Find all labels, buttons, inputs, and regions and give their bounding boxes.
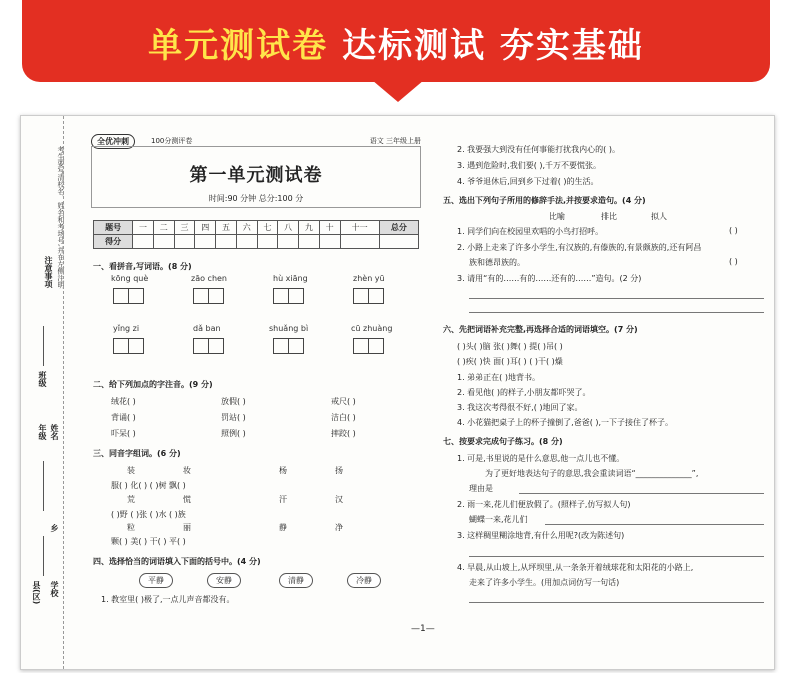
class-label: 班级 (38, 371, 47, 387)
school-label: 学校 (50, 581, 59, 597)
banner-part1: 单元测试卷 (148, 26, 329, 66)
homophone-head: 慌 (183, 495, 191, 504)
score-blank[interactable] (153, 235, 174, 249)
score-cell: 五 (216, 221, 237, 235)
score-cell: 二 (153, 221, 174, 235)
idiom-row: ( )头( )脑 张( )舞( ) 提( )吊( ) (457, 342, 563, 351)
writing-grid[interactable] (193, 288, 223, 304)
homophone-row: 服( ) 化( ) ( )树 飘( ) (111, 481, 186, 490)
pinyin: cū zhuàng (351, 324, 393, 333)
banner-title (22, 18, 770, 67)
banner (22, 0, 770, 82)
question: 1. 同学们向在校园里欢唱的小鸟打招呼。 (457, 227, 604, 236)
score-table (93, 220, 419, 249)
homophone-head: 装 (127, 466, 135, 475)
grade-label: 年级 (38, 424, 47, 440)
score-cell: 九 (299, 221, 320, 235)
section-7-title: 七、按要求完成句子练习。(8 分) (443, 437, 563, 446)
grade-line (43, 461, 44, 511)
question: 3. 我这次考得很不好,( )地回了家。 (457, 403, 583, 412)
score-blank[interactable] (195, 235, 216, 249)
notice-label: 注意事项 (44, 256, 53, 288)
answer-line[interactable] (545, 524, 764, 525)
pinyin: zāo chen (191, 274, 227, 283)
writing-grid[interactable] (273, 338, 303, 354)
score-cell: 题号 (94, 221, 133, 235)
score-blank[interactable] (216, 235, 237, 249)
section-6-title: 六、先把词语补充完整,再选择合适的词语填空。(7 分) (443, 325, 638, 334)
annotate-item: 洁白( ) (331, 413, 356, 422)
answer-line[interactable] (469, 298, 764, 299)
score-blank[interactable] (340, 235, 379, 249)
score-cell: 十 (319, 221, 340, 235)
answer-line[interactable] (469, 602, 764, 603)
homophone-head: 丽 (183, 523, 191, 532)
brand-chip: 全优冲刺 (91, 134, 135, 149)
score-value-row (94, 235, 419, 249)
pinyin: zhèn yū (353, 274, 385, 283)
score-header-row (94, 221, 419, 235)
left-column (83, 116, 428, 669)
score-cell: 一 (133, 221, 154, 235)
score-cell: 六 (236, 221, 257, 235)
right-column (439, 116, 769, 669)
question: 为了更好地表达句子的意思,我会重读词语“______________”, (485, 469, 699, 478)
homophone-head: 汉 (335, 495, 343, 504)
section-4-title: 四、选择恰当的词语填入下面的括号中。(4 分) (93, 557, 261, 566)
annotate-item: 绒花( ) (111, 397, 136, 406)
question: 2. 雨一来,花儿们便放假了。(照样子,仿写拟人句) (457, 500, 631, 509)
score-blank[interactable] (133, 235, 154, 249)
score-blank[interactable] (236, 235, 257, 249)
question: 4. 小花猫把桌子上的杯子撞倒了,爸爸( ),一下子接住了杯子。 (457, 418, 674, 427)
score-cell: 七 (257, 221, 278, 235)
annotate-item: 背诵( ) (111, 413, 136, 422)
county-label: 县(区) (32, 581, 41, 605)
question: 1. 教室里( )极了,一点儿声音都没有。 (101, 595, 235, 604)
score-label: 得分 (94, 235, 133, 249)
question: 2. 我要强大到没有任何事能打扰我内心的( )。 (457, 145, 620, 154)
section-2-title: 二、给下列加点的字注音。(9 分) (93, 380, 213, 389)
banner-part2: 达标测试 夯实基础 (342, 26, 644, 66)
word-option: 清静 (279, 573, 313, 588)
annotate-item: 摔跤( ) (331, 429, 356, 438)
seal-dash-line (63, 116, 64, 669)
county-line (43, 536, 44, 576)
question: 3. 这样稠里糊涂地背,有什么用呢?(改为陈述句) (457, 531, 625, 540)
pinyin: yǐng zi (113, 324, 140, 333)
page-number: —1— (411, 624, 435, 634)
rhetoric-option: 比喻 (549, 212, 565, 221)
writing-grid[interactable] (273, 288, 303, 304)
question: 3. 遇到危险时,我们要( ),千万不要慌张。 (457, 161, 602, 170)
homophone-head: 荒 (127, 495, 135, 504)
annotate-item: 放假( ) (221, 397, 246, 406)
homophone-head: 粒 (127, 523, 135, 532)
idiom-row: ( )疾( )快 面( )耳( ) ( )干( )燥 (457, 357, 563, 366)
rhetoric-option: 拟人 (651, 212, 667, 221)
answer-line[interactable] (469, 556, 764, 557)
pinyin: shuǎng bì (269, 324, 309, 333)
score-cell: 十一 (340, 221, 379, 235)
score-blank[interactable] (299, 235, 320, 249)
answer-paren[interactable]: ( ) (729, 226, 738, 235)
answer-paren[interactable]: ( ) (729, 257, 738, 266)
section-1-title: 一、看拼音,写词语。(8 分) (93, 262, 192, 271)
writing-grid[interactable] (193, 338, 223, 354)
homophone-head: 扬 (335, 466, 343, 475)
question: 1. 弟弟正在( )地背书。 (457, 373, 540, 382)
word-option: 平静 (139, 573, 173, 588)
writing-grid[interactable] (353, 288, 383, 304)
title-box (91, 146, 421, 208)
question: 4. 早晨,从山坡上,从坪坝里,从一条条开着绒球花和太阳花的小路上, (457, 563, 694, 572)
score-cell: 三 (174, 221, 195, 235)
exam-page (20, 115, 775, 670)
writing-grid[interactable] (353, 338, 383, 354)
village-label: 乡 (50, 524, 59, 532)
question: 2. 小路上走来了许多小学生,有汉族的,有傣族的,有景颇族的,还有阿昌 (457, 243, 702, 252)
word-option: 冷静 (347, 573, 381, 588)
annotate-item: 罚站( ) (221, 413, 246, 422)
rhetoric-option: 排比 (601, 212, 617, 221)
homophone-head: 汗 (279, 495, 287, 504)
pinyin: kōng què (111, 274, 149, 283)
homophone-head: 静 (279, 523, 287, 532)
score-cell: 四 (195, 221, 216, 235)
writing-grid[interactable] (113, 288, 143, 304)
score-cell: 八 (278, 221, 299, 235)
question: 走来了许多小学生。(用加点词仿写一句话) (469, 578, 620, 587)
header-subtitle: 100分测评卷 (151, 137, 193, 145)
score-blank[interactable] (319, 235, 340, 249)
question: 理由是 (469, 484, 493, 493)
banner-arrow-icon (372, 80, 424, 102)
question: 2. 看见他( )的样子,小朋友都吓哭了。 (457, 388, 591, 397)
homophone-head: 净 (335, 523, 343, 532)
score-blank[interactable] (379, 235, 418, 249)
score-blank[interactable] (278, 235, 299, 249)
sidebar (21, 116, 81, 669)
section-3-title: 三、同音字组词。(6 分) (93, 449, 181, 458)
writing-grid[interactable] (113, 338, 143, 354)
question: 3. 请用“有的……有的……还有的……”造句。(2 分) (457, 274, 642, 283)
class-line (43, 326, 44, 366)
homophone-head: 妆 (183, 466, 191, 475)
page-title: 第一单元测试卷 (189, 165, 323, 186)
annotate-item: 吓呆( ) (111, 429, 136, 438)
answer-line[interactable] (519, 493, 764, 494)
answer-line[interactable] (469, 312, 764, 313)
annotate-item: 照例( ) (221, 429, 246, 438)
question: 蝴蝶一来,花儿们 (469, 515, 528, 524)
score-cell: 总分 (379, 221, 418, 235)
time-score: 时间:90 分钟 总分:100 分 (208, 194, 304, 203)
score-blank[interactable] (257, 235, 278, 249)
homophone-row: 颗( ) 美( ) 干( ) 平( ) (111, 537, 186, 546)
question: 1. 可是,书里说的是什么意思,他一点儿也不懂。 (457, 454, 625, 463)
annotate-item: 戒尺( ) (331, 397, 356, 406)
section-5-title: 五、选出下列句子所用的修辞手法,并按要求造句。(4 分) (443, 196, 646, 205)
word-option: 安静 (207, 573, 241, 588)
homophone-head: 杨 (279, 466, 287, 475)
sidebar-note: 考生要写清校名、姓名和考场号,并在左侧注明 (57, 146, 65, 289)
question: 族和德昂族的。 (469, 258, 525, 267)
header-grade: 语文 三年级上册 (369, 137, 421, 145)
homophone-row: ( )野 ( )张 ( )水 ( )族 (111, 510, 186, 519)
pinyin: dǎ ban (193, 324, 221, 333)
score-blank[interactable] (174, 235, 195, 249)
pinyin: hù xiāng (273, 274, 308, 283)
question: 4. 爷爷退休后,回到乡下过着( )的生活。 (457, 177, 599, 186)
name-label: 姓名 (50, 424, 59, 440)
